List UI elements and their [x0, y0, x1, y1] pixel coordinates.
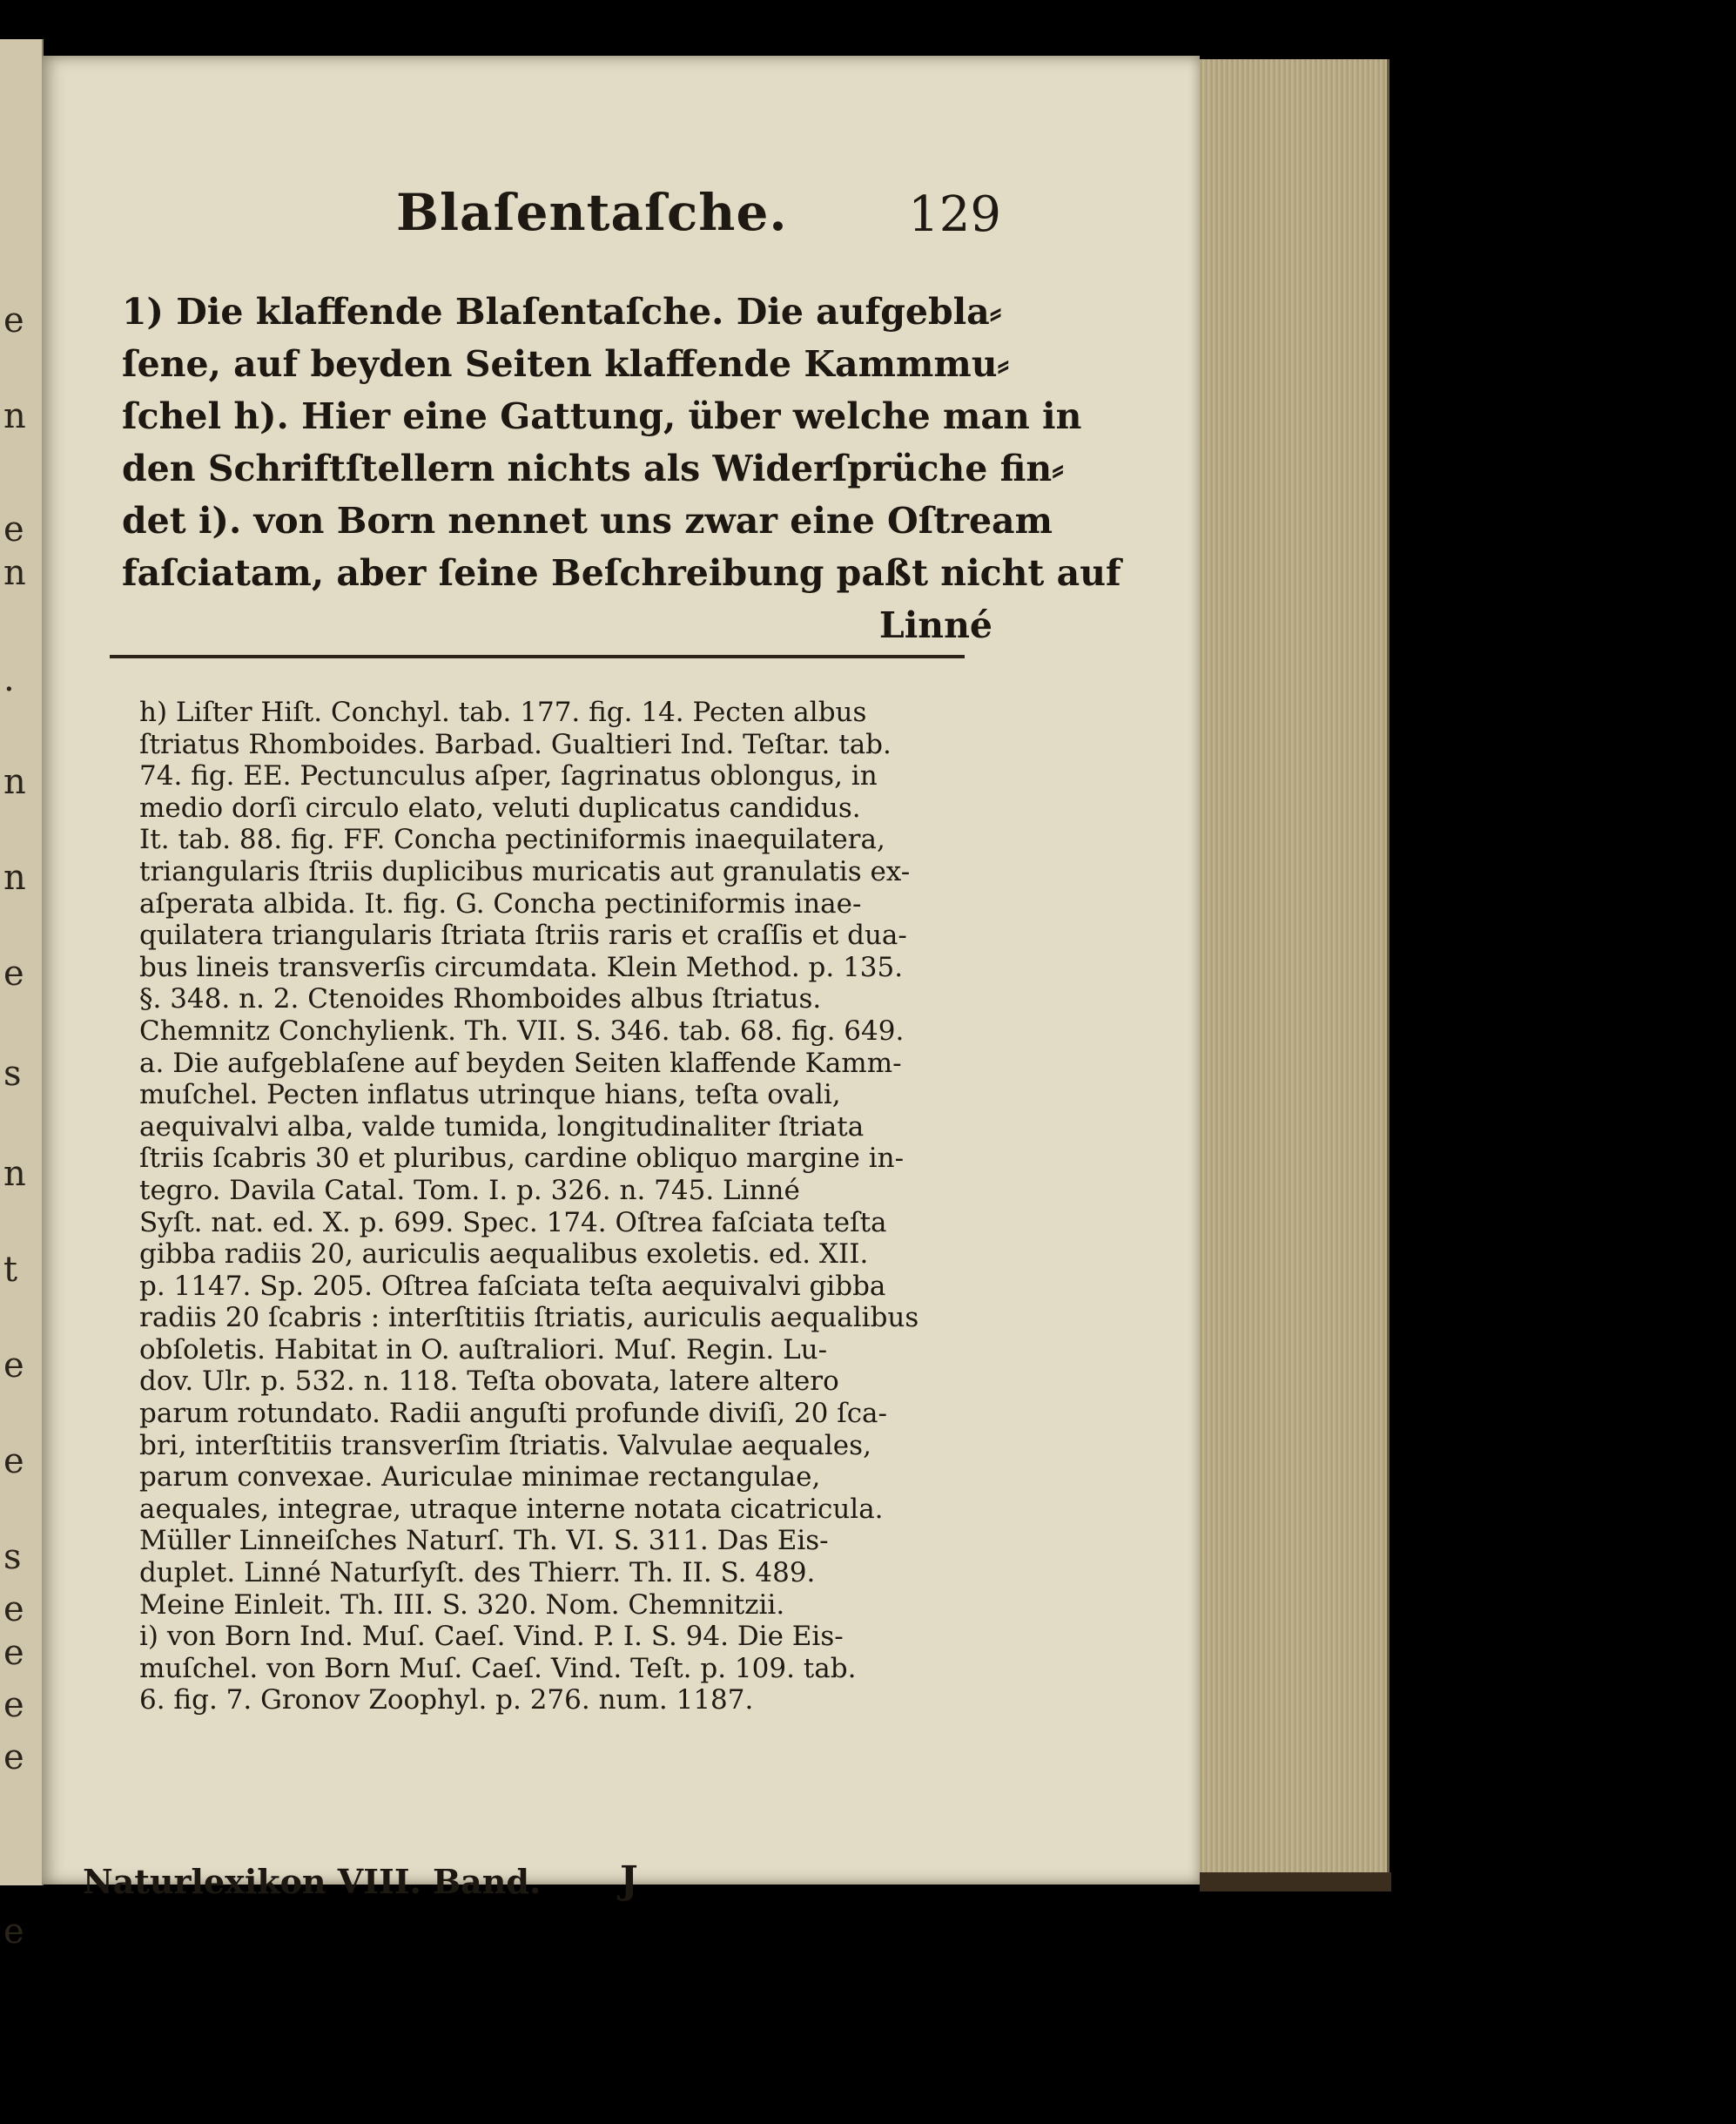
left-margin-glyph: n [3, 762, 26, 802]
footnote-line: triangularis ſtriis duplicibus muricatis aut granulatis ex- [139, 855, 911, 887]
footnote-line: aſperata albida. It. fig. G. Concha pectiniformis inae- [139, 887, 862, 920]
footnote-line: aequivalvi alba, valde tumida, longitudinaliter ſtriata [139, 1110, 865, 1143]
footnote-line: bri, interſtitiis transverſim ſtriatis. Valvulae aequales, [139, 1429, 871, 1461]
main-text-line: ſene, auf beyden Seiten klaffende Kammmu⸗ [122, 343, 1010, 385]
footnote-line: Syſt. nat. ed. X. p. 699. Spec. 174. Oſtrea faſciata teſta [139, 1206, 887, 1238]
footnote-line: h) Liſter Hiſt. Conchyl. tab. 177. fig. 14. Pecten albus [139, 697, 867, 728]
running-head [357, 183, 1001, 253]
footnote-line: bus lineis transverſis circumdata. Klein Method. p. 135. [139, 951, 904, 983]
main-text-line: 1) Die klaffende Blaſentaſche. Die aufgebla⸗ [122, 291, 1002, 333]
left-margin-glyph: s [3, 1537, 22, 1577]
footnote-line: radiis 20 ſcabris : interſtitiis ſtriatis, auriculis aequalibus [139, 1302, 919, 1334]
left-margin-glyph: t [3, 1250, 18, 1290]
footnote-line: quilatera triangularis ſtriata ſtriis raris et craſſis et dua- [139, 920, 907, 952]
footnote-line: Meine Einleit. Th. III. S. 320. Nom. Chemnitzii. [139, 1588, 785, 1621]
footnotes [139, 697, 986, 1716]
footnote-line: dov. Ulr. p. 532. n. 118. Teſta obovata, latere altero [139, 1365, 839, 1398]
left-margin-glyph: e [3, 300, 24, 341]
footnote-line: §. 348. n. 2. Ctenoides Rhomboides albus ſtriatus. [139, 983, 822, 1015]
left-margin-glyph: . [3, 659, 15, 699]
footnote-line: obſoletis. Habitat in O. auſtraliori. Muſ. Regin. Lu- [139, 1333, 828, 1365]
footnote-line: Chemnitz Conchylienk. Th. VII. S. 346. tab. 68. fig. 649. [139, 1015, 905, 1047]
footnote-line: a. Die aufgeblaſene auf beyden Seiten klaffende Kamm- [139, 1047, 902, 1079]
footnote-line: i) von Born Ind. Muſ. Caeſ. Vind. P. I. S. 94. Die Eis- [139, 1621, 844, 1653]
page-number: 129 [908, 186, 1001, 243]
left-margin-glyph: e [3, 509, 24, 550]
left-margin-glyph: e [3, 954, 24, 994]
left-margin-glyph: e [3, 1737, 24, 1777]
left-margin-glyph: e [3, 1685, 24, 1725]
left-margin-glyph: e [3, 1345, 24, 1386]
footnote-line: Müller Linneiſches Naturſ. Th. VI. S. 311. Das Eis- [139, 1525, 829, 1557]
footnote-line: muſchel. von Born Muſ. Caeſ. Vind. Teſt. p. 109. tab. [139, 1652, 857, 1684]
footnote-line: medio dorſi circulo elato, veluti duplicatus candidus. [139, 792, 861, 824]
printer-signature: Naturlexikon VIII. Band. [83, 1862, 542, 1901]
footnote-line: ſtriis ſcabris 30 et pluribus, cardine obliquo margine in- [139, 1143, 905, 1175]
signature-mark: J [620, 1858, 638, 1903]
fore-edge-bottom [1200, 1872, 1391, 1891]
footnote-line: aequales, integrae, utraque interne notata cicatricula. [139, 1493, 884, 1525]
left-margin-glyph: n [3, 553, 26, 593]
footnote-line: It. tab. 88. fig. FF. Concha pectiniformis inaequilatera, [139, 824, 885, 856]
fore-edge [1200, 59, 1389, 1881]
left-page-edge [0, 39, 44, 1952]
left-margin-glyph: e [3, 1589, 24, 1629]
catchword: Linné [878, 604, 992, 646]
left-margin-glyph: e [3, 1441, 24, 1481]
footnote-line: 6. fig. 7. Gronov Zoophyl. p. 276. num. 1187. [139, 1684, 754, 1716]
main-text-line: det i). von Born nennet uns zwar eine Oſtream [122, 500, 1053, 542]
footnote-line: p. 1147. Sp. 205. Oſtrea faſciata teſta aequivalvi gibba [139, 1270, 886, 1302]
left-margin-glyph: e [3, 1633, 24, 1673]
left-margin-glyph: n [3, 396, 26, 436]
footnote-line: ſtriatus Rhomboides. Barbad. Gualtieri Ind. Teſtar. tab. [139, 728, 892, 760]
main-text-line: faſciatam, aber ſeine Beſchreibung paßt nicht auf [122, 552, 1121, 594]
footnote-line: 74. fig. EE. Pectunculus aſper, ſagrinatus oblongus, in [139, 760, 878, 792]
main-text-line: den Schriftſtellern nichts als Widerſprüche fin⸗ [122, 448, 1064, 489]
footnote-line: parum convexae. Auriculae minimae rectangulae, [139, 1461, 821, 1494]
left-margin-glyph: n [3, 1154, 26, 1194]
main-text-line: ſchel h). Hier eine Gattung, über welche man in [122, 395, 1082, 437]
left-margin-glyph: n [3, 858, 26, 898]
left-margin-glyph: s [3, 1054, 22, 1094]
left-margin-glyph: e [3, 1912, 24, 1952]
footnote-line: muſchel. Pecten inflatus utrinque hians, teſta ovali, [139, 1079, 841, 1111]
footnote-rule [110, 655, 965, 658]
footnote-line: duplet. Linné Naturſyſt. des Thierr. Th. II. S. 489. [139, 1557, 816, 1589]
running-title: Blaſentaſche. [396, 183, 788, 242]
footnote-line: tegro. Davila Catal. Tom. I. p. 326. n. 745. Linné [139, 1174, 800, 1206]
main-text [122, 286, 1121, 651]
footnote-line: parum rotundato. Radii anguſti profunde diviſi, 20 ſca- [139, 1398, 888, 1430]
footnote-line: gibba radiis 20, auriculis aequalibus exoletis. ed. XII. [139, 1238, 869, 1271]
